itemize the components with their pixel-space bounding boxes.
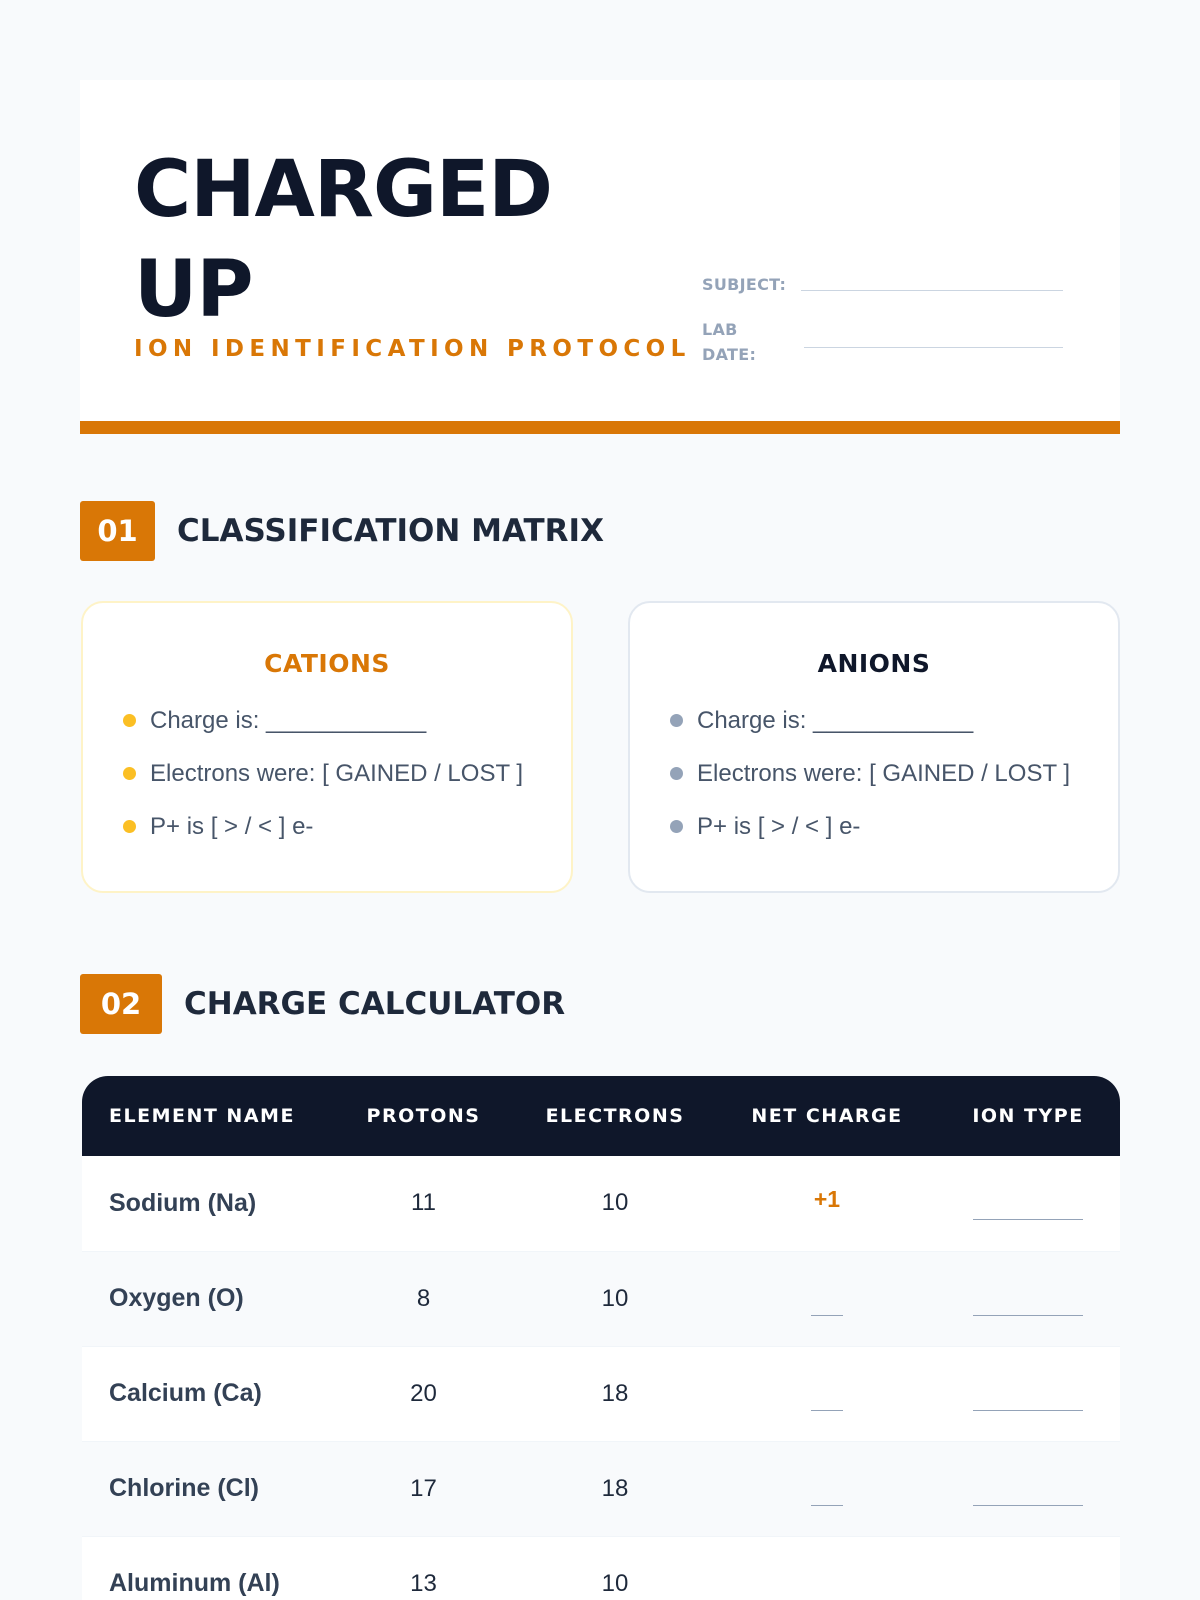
header-accent-bar [80, 421, 1120, 434]
ion-type-cell[interactable] [936, 1251, 1120, 1346]
net-charge-cell[interactable] [718, 1536, 936, 1600]
bullet-icon [670, 767, 683, 780]
protons-cell: 8 [416, 1284, 431, 1312]
list-item-text: Charge is: ____________ [150, 706, 427, 734]
element-name-cell: Chlorine (Cl) [109, 1474, 259, 1502]
lab-date-input-line[interactable] [804, 347, 1063, 348]
protons-cell: 13 [410, 1569, 437, 1597]
ion-type-blank[interactable] [973, 1219, 1083, 1220]
ion-type-blank[interactable] [973, 1315, 1083, 1316]
electrons-cell: 10 [601, 1284, 629, 1312]
bullet-icon [123, 820, 136, 833]
date-label: DATE: [702, 345, 757, 364]
column-header: ELEMENT NAME [109, 1105, 295, 1127]
list-item-text: Electrons were: [ GAINED / LOST ] [697, 759, 1071, 787]
page-title: CHARGED UP [134, 145, 553, 335]
bullet-icon [123, 767, 136, 780]
list-item [670, 694, 1118, 747]
net-charge-cell[interactable] [718, 1251, 936, 1346]
anions-list [630, 694, 1118, 853]
list-item-text: Electrons were: [ GAINED / LOST ] [150, 759, 524, 787]
table-header-row [82, 1076, 1120, 1156]
column-header: ION TYPE [972, 1105, 1084, 1127]
table-row [82, 1251, 1120, 1346]
anions-title: ANIONS [817, 649, 931, 678]
subject-field[interactable] [702, 272, 786, 297]
net-charge-value: +1 [813, 1186, 841, 1213]
section-title: CHARGE CALCULATOR [184, 986, 566, 1022]
protons-cell: 11 [411, 1189, 436, 1217]
table-row [82, 1536, 1120, 1600]
element-name-cell: Sodium (Na) [109, 1188, 257, 1217]
table-row [82, 1441, 1120, 1536]
anions-card [628, 601, 1120, 893]
page-subtitle: ION IDENTIFICATION PROTOCOL [134, 336, 691, 362]
section-heading-classification [80, 501, 604, 561]
lab-label: LAB [702, 320, 738, 339]
list-item-text: P+ is [ > / < ] e- [697, 812, 861, 840]
ion-type-blank[interactable] [973, 1505, 1083, 1506]
ion-type-cell[interactable] [936, 1346, 1120, 1441]
electrons-cell: 18 [601, 1379, 629, 1407]
list-item [123, 747, 571, 800]
bullet-icon [670, 820, 683, 833]
list-item [670, 800, 1118, 853]
table-row [82, 1156, 1120, 1251]
list-item [123, 694, 571, 747]
net-charge-blank[interactable] [811, 1410, 843, 1411]
subject-input-line[interactable] [801, 290, 1063, 291]
list-item [123, 800, 571, 853]
list-item [670, 747, 1118, 800]
section-heading-calculator [80, 974, 565, 1034]
cations-card [81, 601, 573, 893]
net-charge-cell[interactable] [718, 1441, 936, 1536]
section-number-badge: 02 [80, 974, 162, 1034]
bullet-icon [123, 714, 136, 727]
protons-cell: 20 [410, 1379, 437, 1407]
protons-cell: 17 [410, 1474, 437, 1502]
electrons-cell: 18 [601, 1474, 629, 1502]
element-name-cell: Oxygen (O) [109, 1284, 244, 1312]
list-item-text: P+ is [ > / < ] e- [150, 812, 314, 840]
element-name-cell: Aluminum (Al) [109, 1569, 280, 1597]
section-number-badge: 01 [80, 501, 155, 561]
column-header: ELECTRONS [545, 1105, 685, 1127]
ion-type-cell[interactable] [936, 1441, 1120, 1536]
cations-list [83, 694, 571, 853]
charge-calculator-table [82, 1076, 1120, 1600]
lab-date-field[interactable] [702, 317, 782, 367]
ion-type-blank[interactable] [973, 1410, 1083, 1411]
subject-label: SUBJECT: [702, 275, 787, 294]
element-name-cell: Calcium (Ca) [109, 1379, 262, 1407]
electrons-cell: 10 [601, 1569, 629, 1597]
ion-type-cell[interactable] [936, 1156, 1120, 1251]
column-header: PROTONS [366, 1105, 481, 1127]
header-card [80, 80, 1120, 434]
net-charge-cell [718, 1156, 936, 1251]
ion-type-cell[interactable] [936, 1536, 1120, 1600]
net-charge-blank[interactable] [811, 1505, 843, 1506]
cations-title: CATIONS [264, 649, 390, 678]
list-item-text: Charge is: ____________ [697, 706, 974, 734]
net-charge-blank[interactable] [811, 1315, 843, 1316]
table-row [82, 1346, 1120, 1441]
section-title: CLASSIFICATION MATRIX [177, 513, 604, 549]
column-header: NET CHARGE [751, 1105, 903, 1127]
bullet-icon [670, 714, 683, 727]
net-charge-cell[interactable] [718, 1346, 936, 1441]
electrons-cell: 10 [601, 1189, 629, 1217]
